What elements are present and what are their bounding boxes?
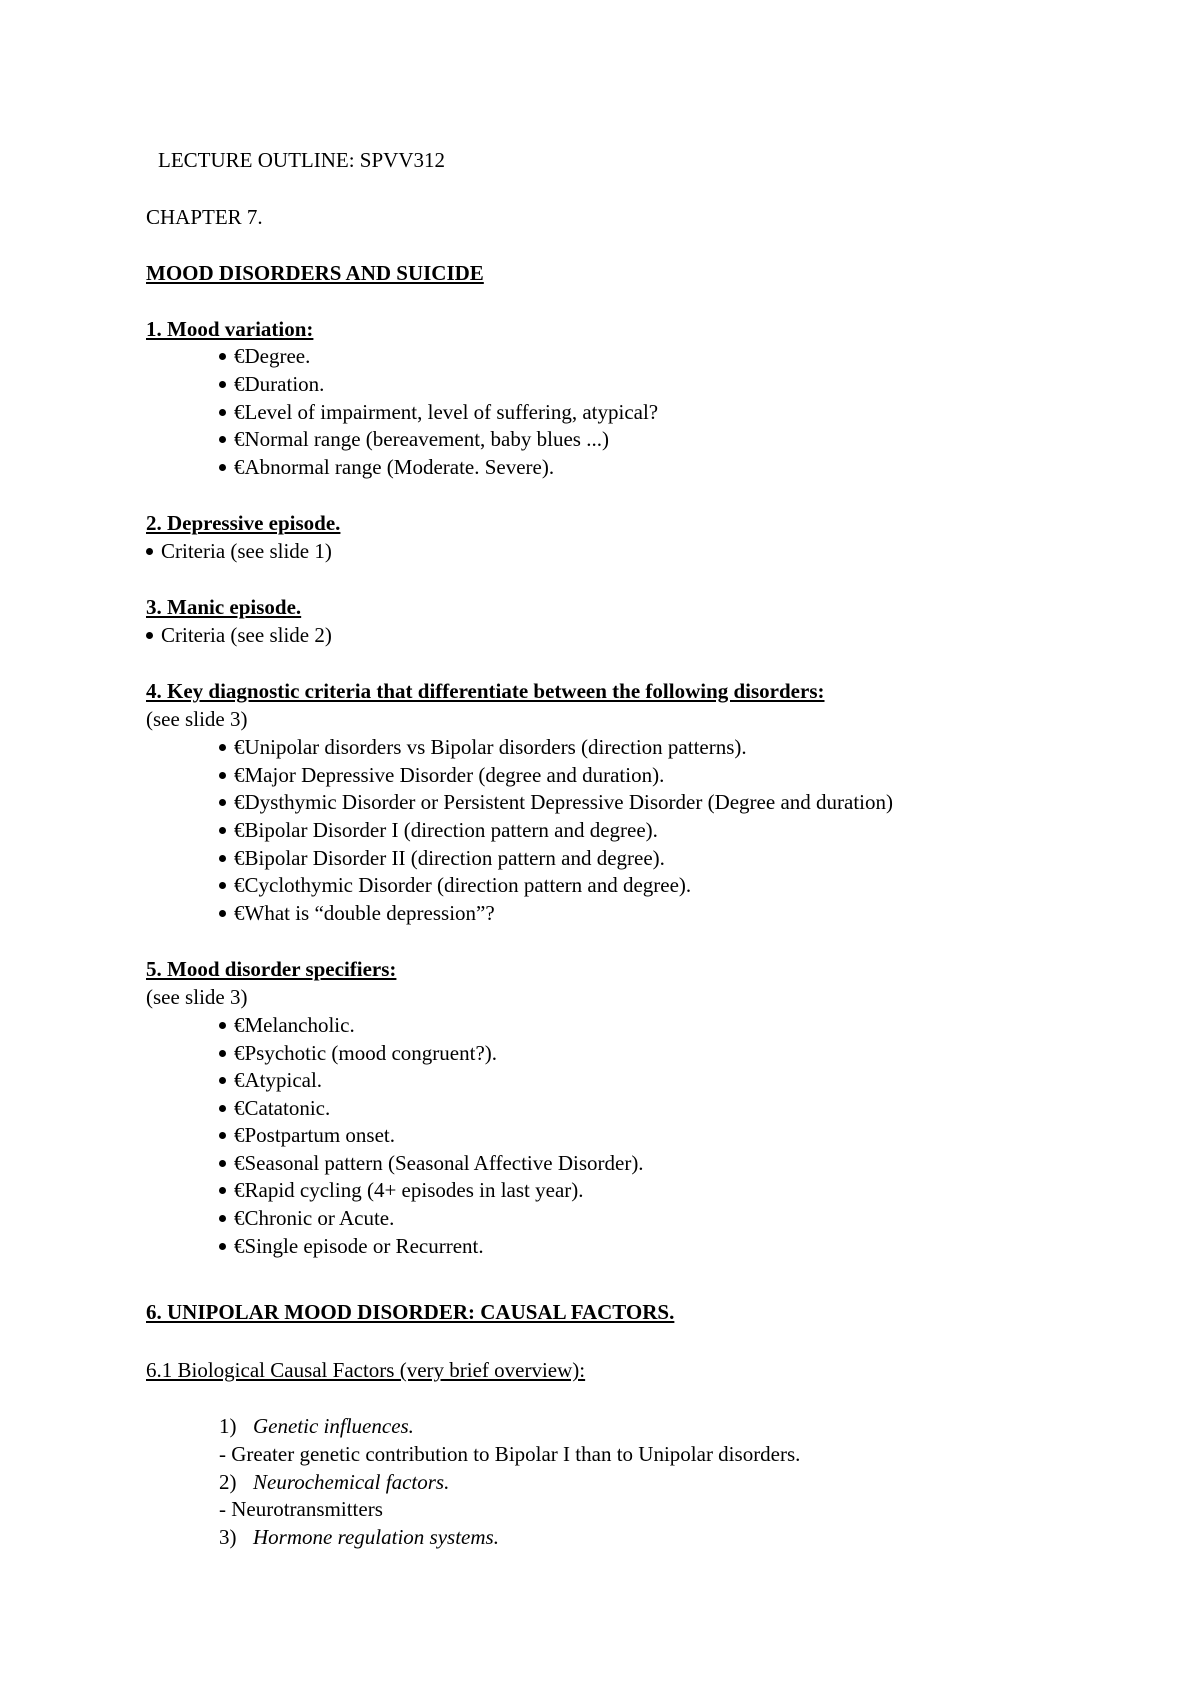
bullet-icon [219, 799, 226, 806]
list-item: €Cyclothymic Disorder (direction pattern and degree). [219, 872, 691, 898]
list-item: €Bipolar Disorder I (direction pattern and degree). [219, 817, 658, 843]
numbered-item-1: 1) Genetic influences. [219, 1414, 414, 1438]
bullet-icon [219, 1105, 226, 1112]
section-4-note: (see slide 3) [146, 707, 248, 731]
bullet-icon [219, 1077, 226, 1084]
section-6-1-subheading: 6.1 Biological Causal Factors (very brief overview): [146, 1358, 586, 1382]
list-item: €Major Depressive Disorder (degree and duration). [219, 762, 664, 788]
bullet-icon [219, 744, 226, 751]
document-title: MOOD DISORDERS AND SUICIDE [146, 261, 484, 285]
list-item: €Bipolar Disorder II (direction pattern and degree). [219, 845, 665, 871]
list-item: €Melancholic. [219, 1012, 355, 1038]
bullet-icon [219, 1215, 226, 1222]
list-item: €Normal range (bereavement, baby blues ...) [219, 426, 609, 452]
bullet-icon [219, 1132, 226, 1139]
section-5-heading: 5. Mood disorder specifiers: [146, 957, 397, 981]
bullet-icon [219, 381, 226, 388]
list-item: €Seasonal pattern (Seasonal Affective Disorder). [219, 1150, 644, 1176]
bullet-icon [146, 632, 153, 639]
bullet-icon [219, 910, 226, 917]
bullet-icon [219, 464, 226, 471]
numbered-item-2: 2) Neurochemical factors. [219, 1470, 450, 1494]
section-2-heading: 2. Depressive episode. [146, 511, 341, 535]
list-item: €Duration. [219, 371, 324, 397]
numbered-item-1-detail: - Greater genetic contribution to Bipolar I than to Unipolar disorders. [219, 1442, 801, 1466]
numbered-item-2-detail: - Neurotransmitters [219, 1497, 383, 1521]
list-item: Criteria (see slide 2) [146, 622, 332, 648]
bullet-icon [219, 1243, 226, 1250]
list-item: €Degree. [219, 343, 310, 369]
section-4-heading: 4. Key diagnostic criteria that differentiate between the following disorders: [146, 679, 825, 703]
list-item: Criteria (see slide 1) [146, 538, 332, 564]
list-item: €Rapid cycling (4+ episodes in last year). [219, 1177, 584, 1203]
section-5-note: (see slide 3) [146, 985, 248, 1009]
bullet-icon [219, 1160, 226, 1167]
bullet-icon [219, 772, 226, 779]
list-item: €Abnormal range (Moderate. Severe). [219, 454, 554, 480]
chapter-line: CHAPTER 7. [146, 205, 263, 229]
numbered-item-3: 3) Hormone regulation systems. [219, 1525, 499, 1549]
bullet-icon [219, 827, 226, 834]
list-item: €Single episode or Recurrent. [219, 1233, 484, 1259]
bullet-icon [219, 436, 226, 443]
section-6-heading: 6. UNIPOLAR MOOD DISORDER: CAUSAL FACTORS. [146, 1300, 675, 1324]
bullet-icon [219, 409, 226, 416]
list-item: €Catatonic. [219, 1095, 330, 1121]
bullet-icon [146, 548, 153, 555]
list-item: €Dysthymic Disorder or Persistent Depressive Disorder (Degree and duration) [219, 789, 893, 815]
section-3-heading: 3. Manic episode. [146, 595, 302, 619]
bullet-icon [219, 882, 226, 889]
bullet-icon [219, 1187, 226, 1194]
list-item: €Level of impairment, level of suffering, atypical? [219, 399, 658, 425]
list-item: €Chronic or Acute. [219, 1205, 394, 1231]
bullet-icon [219, 1050, 226, 1057]
list-item: €Unipolar disorders vs Bipolar disorders (direction patterns). [219, 734, 747, 760]
bullet-icon [219, 1022, 226, 1029]
bullet-icon [219, 353, 226, 360]
list-item: €Psychotic (mood congruent?). [219, 1040, 497, 1066]
list-item: €What is “double depression”? [219, 900, 495, 926]
list-item: €Atypical. [219, 1067, 322, 1093]
list-item: €Postpartum onset. [219, 1122, 395, 1148]
lecture-outline-line: LECTURE OUTLINE: SPVV312 [158, 148, 445, 172]
section-1-heading: 1. Mood variation: [146, 317, 314, 341]
bullet-icon [219, 855, 226, 862]
